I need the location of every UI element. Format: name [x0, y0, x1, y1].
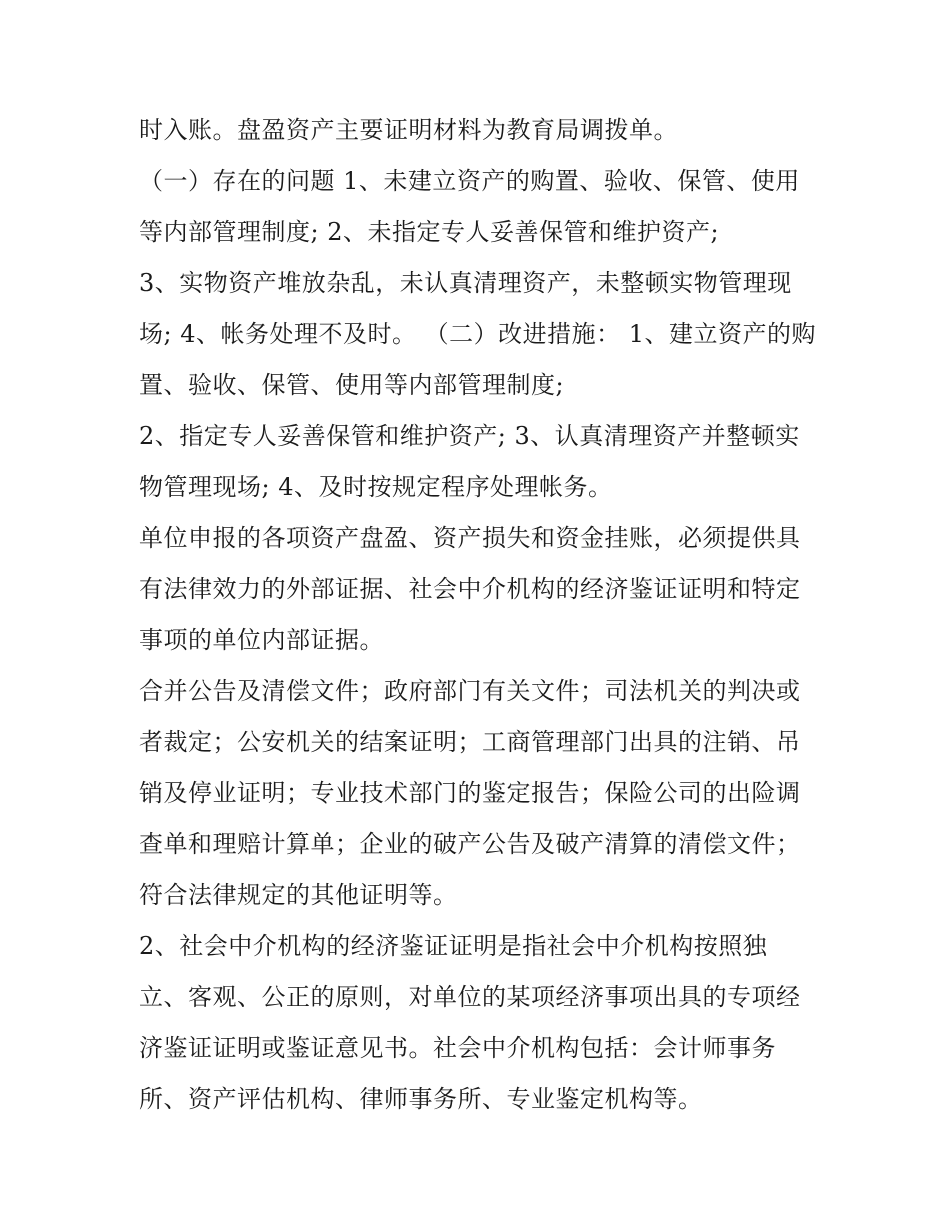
text-line: 合并公告及清偿文件；政府部门有关文件；司法机关的判决或: [139, 677, 801, 705]
text-line: 立、客观、公正的原则，对单位的某项经济事项出具的专项经: [139, 983, 801, 1011]
text-line: 符合法律规定的其他证明等。: [139, 881, 458, 909]
text-line: 事项的单位内部证据。: [139, 626, 384, 654]
text-line: 所、资产评估机构、律师事务所、专业鉴定机构等。: [139, 1085, 703, 1113]
text-line: （一）存在的问题 1、未建立资产的购置、验收、保管、使用: [139, 167, 800, 195]
text-line: 单位申报的各项资产盘盈、资产损失和资金挂账，必须提供具: [139, 524, 801, 552]
document-body: [139, 108, 829, 1128]
text-line: 者裁定；公安机关的结案证明；工商管理部门出具的注销、吊: [139, 728, 801, 756]
text-line: 销及停业证明；专业技术部门的鉴定报告；保险公司的出险调: [139, 779, 801, 807]
text-line: 3、实物资产堆放杂乱，未认真清理资产，未整顿实物管理现: [139, 269, 792, 297]
text-line: 时入账。盘盈资产主要证明材料为教育局调拨单。: [139, 116, 678, 144]
text-line: 2、指定专人妥善保管和维护资产; 3、认真清理资产并整顿实: [139, 422, 800, 450]
text-line: 济鉴证证明或鉴证意见书。社会中介机构包括：会计师事务: [139, 1034, 776, 1062]
text-line: 等内部管理制度; 2、未指定专人妥善保管和维护资产;: [139, 218, 720, 246]
text-line: 置、验收、保管、使用等内部管理制度;: [139, 371, 565, 399]
text-line: 查单和理赔计算单；企业的破产公告及破产清算的清偿文件；: [139, 830, 801, 858]
text-line: 有法律效力的外部证据、社会中介机构的经济鉴证证明和特定: [139, 575, 801, 603]
text-line: 物管理现场; 4、及时按规定程序处理帐务。: [139, 473, 613, 501]
text-line: 场; 4、帐务处理不及时。 （二）改进措施： 1、建立资产的购: [139, 320, 817, 348]
text-line: 2、社会中介机构的经济鉴证证明是指社会中介机构按照独: [139, 932, 768, 960]
